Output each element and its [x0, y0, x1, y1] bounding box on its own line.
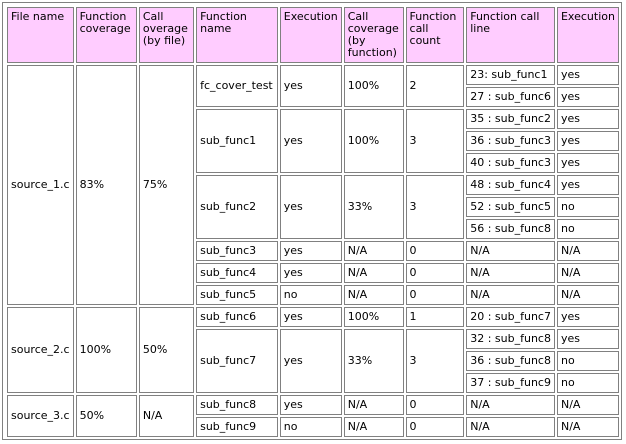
call-coverage-by-function-cell: 33% [344, 175, 404, 239]
function-call-line-cell: N/A [466, 241, 555, 261]
function-name-cell: sub_func3 [196, 241, 278, 261]
call-coverage-by-function-cell: N/A [344, 263, 404, 283]
execution-cell: no [280, 417, 342, 437]
call-coverage-by-function-cell: N/A [344, 285, 404, 305]
header-call-coverage-by-function: Call coverage (by function) [344, 7, 404, 63]
execution-cell: yes [280, 175, 342, 239]
call-coverage-by-function-cell: 100% [344, 307, 404, 327]
call-coverage-by-function-cell: N/A [344, 417, 404, 437]
function-call-line-cell: N/A [466, 285, 555, 305]
coverage-table-body [7, 65, 619, 437]
function-call-line-cell: 56 : sub_func8 [466, 219, 555, 239]
call-execution-cell: no [557, 351, 619, 371]
function-call-line-cell: N/A [466, 417, 555, 437]
call-execution-cell: no [557, 219, 619, 239]
call-execution-cell: yes [557, 153, 619, 173]
call-coverage-by-file-cell: 50% [139, 307, 194, 393]
function-call-line-cell: 36 : sub_func8 [466, 351, 555, 371]
file-name-cell: source_2.c [7, 307, 74, 393]
function-call-count-cell: 0 [406, 241, 465, 261]
file-name-cell: source_3.c [7, 395, 74, 437]
execution-cell: yes [280, 395, 342, 415]
call-coverage-by-function-cell: 100% [344, 65, 404, 107]
function-call-line-cell: 37 : sub_func9 [466, 373, 555, 393]
function-call-line-cell: 36 : sub_func3 [466, 131, 555, 151]
header-function-coverage: Function coverage [76, 7, 137, 63]
function-call-count-cell: 2 [406, 65, 465, 107]
execution-cell: no [280, 285, 342, 305]
function-name-cell: sub_func2 [196, 175, 278, 239]
function-call-line-cell: 27 : sub_func6 [466, 87, 555, 107]
file-name-cell: source_1.c [7, 65, 74, 305]
function-name-cell: sub_func8 [196, 395, 278, 415]
call-execution-cell: yes [557, 87, 619, 107]
function-call-count-cell: 3 [406, 329, 465, 393]
function-coverage-cell: 50% [76, 395, 137, 437]
call-execution-cell: yes [557, 329, 619, 349]
call-execution-cell: N/A [557, 241, 619, 261]
execution-cell: yes [280, 65, 342, 107]
call-execution-cell: no [557, 373, 619, 393]
table-row [7, 65, 619, 85]
call-coverage-by-function-cell: N/A [344, 241, 404, 261]
header-function-call-count: Function call count [406, 7, 465, 63]
function-name-cell: sub_func5 [196, 285, 278, 305]
call-execution-cell: yes [557, 131, 619, 151]
function-call-line-cell: 48 : sub_func4 [466, 175, 555, 195]
function-name-cell: fc_cover_test [196, 65, 278, 107]
coverage-table [5, 5, 621, 439]
header-function-name: Function name [196, 7, 278, 63]
call-execution-cell: N/A [557, 263, 619, 283]
call-coverage-by-function-cell: N/A [344, 395, 404, 415]
function-call-line-cell: 32 : sub_func8 [466, 329, 555, 349]
call-execution-cell: yes [557, 65, 619, 85]
function-call-count-cell: 0 [406, 417, 465, 437]
execution-cell: yes [280, 307, 342, 327]
call-execution-cell: N/A [557, 417, 619, 437]
call-coverage-by-file-cell: N/A [139, 395, 194, 437]
call-execution-cell: no [557, 197, 619, 217]
function-name-cell: sub_func6 [196, 307, 278, 327]
header-function-call-line: Function call line [466, 7, 555, 63]
call-coverage-by-file-cell: 75% [139, 65, 194, 305]
header-execution: Execution [280, 7, 342, 63]
execution-cell: yes [280, 109, 342, 173]
call-execution-cell: yes [557, 175, 619, 195]
table-frame [2, 2, 622, 440]
function-call-count-cell: 0 [406, 285, 465, 305]
call-execution-cell: N/A [557, 395, 619, 415]
execution-cell: yes [280, 329, 342, 393]
function-call-line-cell: N/A [466, 263, 555, 283]
function-call-count-cell: 0 [406, 263, 465, 283]
function-name-cell: sub_func4 [196, 263, 278, 283]
function-call-line-cell: 40 : sub_func3 [466, 153, 555, 173]
header-call-execution: Execution [557, 7, 619, 63]
call-coverage-by-function-cell: 100% [344, 109, 404, 173]
function-name-cell: sub_func9 [196, 417, 278, 437]
call-execution-cell: yes [557, 109, 619, 129]
header-call-coverage-by-file: Call overage (by file) [139, 7, 194, 63]
function-call-count-cell: 3 [406, 109, 465, 173]
function-coverage-cell: 83% [76, 65, 137, 305]
function-name-cell: sub_func7 [196, 329, 278, 393]
function-call-line-cell: 20 : sub_func7 [466, 307, 555, 327]
function-call-count-cell: 3 [406, 175, 465, 239]
function-call-line-cell: 52 : sub_func5 [466, 197, 555, 217]
function-call-count-cell: 0 [406, 395, 465, 415]
header-row [7, 7, 619, 63]
table-row [7, 307, 619, 327]
table-row [7, 395, 619, 415]
function-call-line-cell: 23: sub_func1 [466, 65, 555, 85]
function-call-line-cell: N/A [466, 395, 555, 415]
call-execution-cell: yes [557, 307, 619, 327]
function-call-count-cell: 1 [406, 307, 465, 327]
function-call-line-cell: 35 : sub_func2 [466, 109, 555, 129]
header-file-name: File name [7, 7, 74, 63]
function-name-cell: sub_func1 [196, 109, 278, 173]
execution-cell: yes [280, 241, 342, 261]
function-coverage-cell: 100% [76, 307, 137, 393]
call-execution-cell: N/A [557, 285, 619, 305]
execution-cell: yes [280, 263, 342, 283]
call-coverage-by-function-cell: 33% [344, 329, 404, 393]
